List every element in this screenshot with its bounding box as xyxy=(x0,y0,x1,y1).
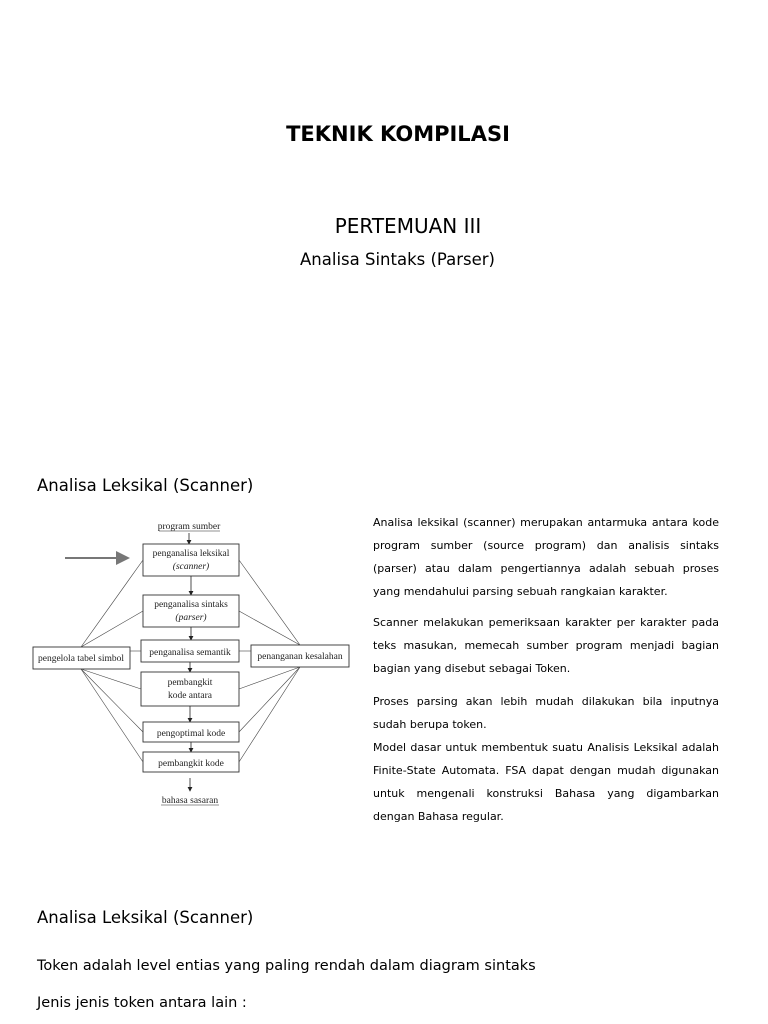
semantic-label: penganalisa semantik xyxy=(149,648,231,658)
section-heading-scanner: Analisa Leksikal (Scanner) xyxy=(37,476,254,495)
scanner-description xyxy=(373,511,719,828)
parser-sublabel: (parser) xyxy=(175,613,207,623)
intermediate-codegen-sublabel: kode antara xyxy=(167,691,213,701)
paragraph-4: Model dasar untuk membentuk suatu Analisis Leksikal adalah Finite-State Automata. FSA dapat dengan mudah digunakan untuk mengenali konstruksi Bahasa yang digambarkan dengan Bahasa regular. xyxy=(373,741,719,823)
final-codegen-label: pembangkit kode xyxy=(158,759,224,769)
parser-label: penganalisa sintaks xyxy=(154,600,228,610)
error-handler-label: penanganan kesalahan xyxy=(257,652,343,662)
lexer-label: penganalisa leksikal xyxy=(152,549,230,559)
paragraph-1: Analisa leksikal (scanner) merupakan antarmuka antara kode program sumber (source program) dan analisis sintaks (parser) atau dalam pengertiannya adalah sebuah proses yang mendahului parsing sebuah rangkaian karakter. xyxy=(373,516,719,598)
document-title: TEKNIK KOMPILASI xyxy=(286,122,510,146)
paragraph-3: Proses parsing akan lebih mudah dilakukan bila inputnya sudah berupa token. xyxy=(373,695,719,731)
section-heading-scanner-2: Analisa Leksikal (Scanner) xyxy=(37,908,254,927)
compiler-phases-diagram xyxy=(30,512,352,812)
optimizer-label: pengoptimal kode xyxy=(156,729,226,739)
lexer-sublabel: (scanner) xyxy=(172,562,210,572)
symbol-table-label: pengelola tabel simbol xyxy=(37,654,125,664)
meeting-subtitle: PERTEMUAN III xyxy=(334,214,482,238)
token-types-intro: Jenis jenis token antara lain : xyxy=(37,995,247,1011)
paragraph-2: Scanner melakukan pemeriksaan karakter per karakter pada teks masukan, memecah sumber program menjadi bagian bagian yang disebut sebagai Token. xyxy=(373,616,719,675)
diagram-output-label: bahasa sasaran xyxy=(161,796,219,806)
diagram-input-label: program sumber xyxy=(157,522,221,532)
token-definition-text: Token adalah level entias yang paling rendah dalam diagram sintaks xyxy=(37,958,536,974)
topic-title: Analisa Sintaks (Parser) xyxy=(300,250,495,269)
intermediate-codegen-label: pembangkit xyxy=(167,678,213,688)
